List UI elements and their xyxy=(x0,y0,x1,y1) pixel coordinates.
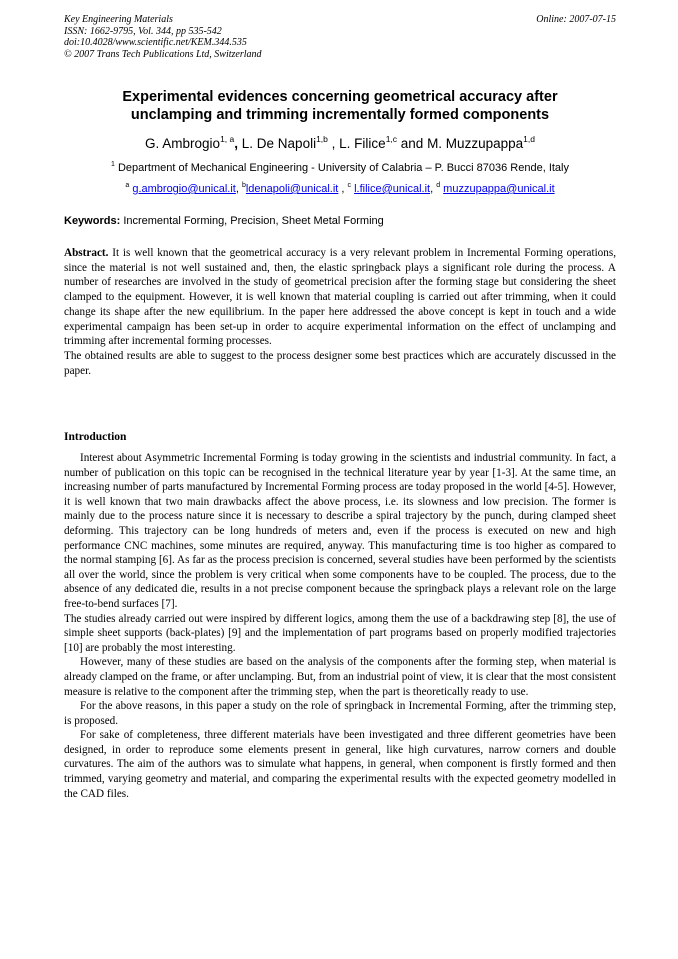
copyright-line: © 2007 Trans Tech Publications Ltd, Switzerland xyxy=(64,48,262,60)
author-name: L. De Napoli xyxy=(241,136,317,151)
keywords-label: Keywords: xyxy=(64,215,121,227)
affiliation-mark: 1 xyxy=(110,161,115,168)
email-mark: d xyxy=(436,182,441,189)
email-link[interactable]: l.filice@unical.it xyxy=(354,183,431,195)
keywords-text: Incremental Forming, Precision, Sheet Metal Forming xyxy=(123,215,384,227)
abstract-text: It is well known that the geometrical accuracy is a very relevant problem in Incremental Forming operations, since the material is not well sustained and, then, the elastic springback plays a significant role during the process. A number of researches are involved in the study of geometrical precision after the forming stage but considering the sheet clamped to the equipment. However, it is well known that material coupling is carried out after trimming, when it could change its shape after the new equilibrium. In the paper here addressed the above concept is kept in touch and a wide experimental campaign has been set-up in order to acquire experimental information on the effect of unclamping and trimming after incremental forming processes. xyxy=(64,247,617,348)
abstract-paragraph xyxy=(64,246,616,349)
section-heading-introduction: Introduction xyxy=(64,431,127,443)
email-link[interactable]: g.ambrogio@unical.it xyxy=(132,183,236,195)
author-name: L. Filice xyxy=(339,136,386,151)
publication-header xyxy=(64,14,616,60)
author-affil-mark: 1, a xyxy=(220,134,235,144)
email-mark: c xyxy=(347,182,352,189)
body-paragraph: For the above reasons, in this paper a study on the role of springback in Incremental Forming, after the trimming step, is proposed. xyxy=(64,700,616,727)
email-link[interactable]: ldenapoli@unical.it xyxy=(245,183,339,195)
abstract-label: Abstract. xyxy=(64,247,109,259)
email-link[interactable]: muzzupappa@unical.it xyxy=(443,183,555,195)
author-name: M. Muzzupappa xyxy=(427,136,524,151)
email-mark: b xyxy=(241,182,246,189)
author-affil-mark: 1,b xyxy=(316,134,328,144)
author-separator: , xyxy=(234,136,242,151)
email-list: $^a$ g.ambrogio@unical.it, $^b$ldenapoli@unical.it , $^c$ l.filice@unical.it, $^d$ muzzupappa@unical.it xyxy=(125,182,555,195)
body-paragraph: The studies already carried out were inspired by different logics, among them the use of a backdrawing step [8], the use of simple sheet supports (back-plates) [9] and the implementation of part programs based on properly modified trajectories [10] are probably the most interesting. xyxy=(64,612,616,654)
online-date: Online: 2007-07-15 xyxy=(536,14,616,25)
author-affil-mark: 1,d xyxy=(523,134,535,144)
author-name: G. Ambrogio xyxy=(145,136,221,151)
journal-name: Key Engineering Materials xyxy=(64,14,173,25)
affiliation xyxy=(64,157,616,176)
author-separator: , xyxy=(327,136,340,151)
title-line-1: Experimental evidences concerning geometrical accuracy after xyxy=(122,89,558,105)
title-line-2: unclamping and trimming incrementally formed components xyxy=(130,107,550,123)
body-paragraph: For sake of completeness, three different materials have been investigated and three different geometries have been designed, in order to reproduce some elements present in general, like high curvatures, narrow corners and double curvatures. The aim of the authors was to simulate what happens, in general, when component is firstly formed and then trimmed, varying geometry and material, and comparing the experimental results with the expected geometry modelled in the CAD files. xyxy=(64,729,616,800)
email-mark: a xyxy=(125,182,130,189)
issn-line: ISSN: 1662-9795, Vol. 344, pp 535-542 xyxy=(64,25,222,37)
author-affil-mark: 1,c xyxy=(385,134,398,144)
body-paragraph: However, many of these studies are based on the analysis of the components after the forming step, when material is already clamped on the frame, or after unclamping. But, from an industrial point of view, it is clear that the most consistent measure is relative to the component after the trimming step, when the part is theoretically ready to use. xyxy=(64,656,616,698)
author-separator: and xyxy=(397,136,428,151)
body-paragraph: Interest about Asymmetric Incremental Forming is today growing in the scientists and industrial community. In fact, a number of publication on this topic can be recognised in the technical literature year by year [1-3]. At the same time, an increasing number of parts manufactured by Incremental Forming process are today proposed in the world [4-5]. However, it is well known that two main drawbacks affect the above process, i.e. its slowness and low precision. The former is mainly due to the process nature since it is necessary to describe a spiral trajectory by the punch, during clamped sheet deforming. This trajectory can be long hundreds of meters and, even if the process is executed on new and high performance CNC machines, some minutes are required, anyway. This manufacturing time is too higher as compared to the normal stamping [6]. As far as the process precision is concerned, several studies have been performed by the scientists all over the world, since the problem is very critical when some components have to be coupled. The process, due to the absence of any dedicated die, results in a not precise component because the springback plays a relevant role on the large free-to-bend surfaces [7]. xyxy=(64,452,616,610)
abstract xyxy=(64,246,616,378)
doi-line: doi:10.4028/www.scientific.net/KEM.344.535 xyxy=(64,37,247,48)
paper-title xyxy=(64,88,616,124)
affiliation-text: Department of Mechanical Engineering - University of Calabria – P. Bucci 87036 Rende, Italy xyxy=(117,162,569,174)
author-list xyxy=(64,130,616,153)
keywords xyxy=(64,214,616,228)
introduction-body xyxy=(64,451,616,801)
abstract-paragraph: The obtained results are able to suggest to the process designer some best practices which are accurately discussed in the paper. xyxy=(64,349,616,377)
